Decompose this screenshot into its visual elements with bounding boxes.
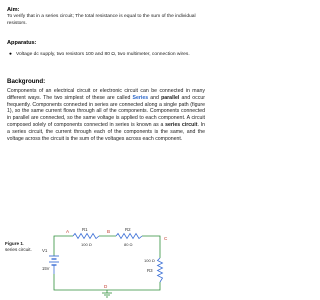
- background-text-part: and: [148, 94, 162, 101]
- background-text-part: and occur frequently. Components connected in series are connected along a single path (figure 1), so the same current flows through all of the components. Components connected in parallel are connected, so the same voltage is applied to each component. A circuit composed solely of components connected in series is known as a: [7, 94, 205, 128]
- resistor-r3-symbol: [158, 258, 163, 282]
- r3-name-label: R3: [147, 268, 153, 273]
- keyword-series-circuit: series circuit: [165, 121, 198, 128]
- circuit-wires: [54, 236, 160, 290]
- figure-caption: [5, 241, 33, 252]
- node-label-d: D: [104, 284, 108, 289]
- keyword-series: Series: [132, 94, 149, 101]
- source-value-label: 15V: [42, 266, 50, 271]
- series-circuit-diagram: [44, 226, 176, 298]
- r2-name-label: R2: [125, 227, 131, 232]
- aim-heading: Aim:: [7, 7, 20, 13]
- apparatus-item-text: Voltage dc supply, two resistors 100 and 80 Ω, two multimeter, connection wires.: [15, 52, 190, 57]
- apparatus-list-item: [9, 52, 201, 59]
- r3-value-label: 100 Ω: [144, 258, 155, 263]
- background-text-part: Components of an electrical circuit or electronic circuit can be connected in many different ways. The two simplest of these are called: [7, 88, 205, 101]
- node-label-b: B: [107, 229, 111, 234]
- r1-value-label: 100 Ω: [81, 242, 92, 247]
- r1-name-label: R1: [82, 227, 88, 232]
- ground-icon: [102, 290, 112, 297]
- apparatus-heading: Apparatus:: [7, 40, 37, 46]
- aim-text: To verify that in a series circuit; The total resistance is equal to the sum of the individual resistors.: [7, 14, 196, 26]
- background-text-part: . In a series circuit, the current through each of the components is the same, and the voltage across the circuit is the sum of the voltages across each component.: [7, 121, 206, 142]
- node-label-c: C: [164, 236, 168, 241]
- bullet-icon: ●: [9, 52, 12, 57]
- source-name-label: V1: [42, 248, 48, 253]
- node-label-a: A: [66, 229, 70, 234]
- resistor-r1-symbol: [73, 234, 99, 239]
- background-paragraph: [7, 88, 205, 142]
- keyword-parallel: parallel: [161, 94, 180, 101]
- figure-caption-text: . series circuit.: [5, 241, 32, 252]
- background-heading: Background:: [7, 78, 46, 85]
- r2-value-label: 80 Ω: [124, 242, 133, 247]
- resistor-r2-symbol: [116, 234, 142, 239]
- figure-caption-label: Figure 1: [5, 241, 23, 246]
